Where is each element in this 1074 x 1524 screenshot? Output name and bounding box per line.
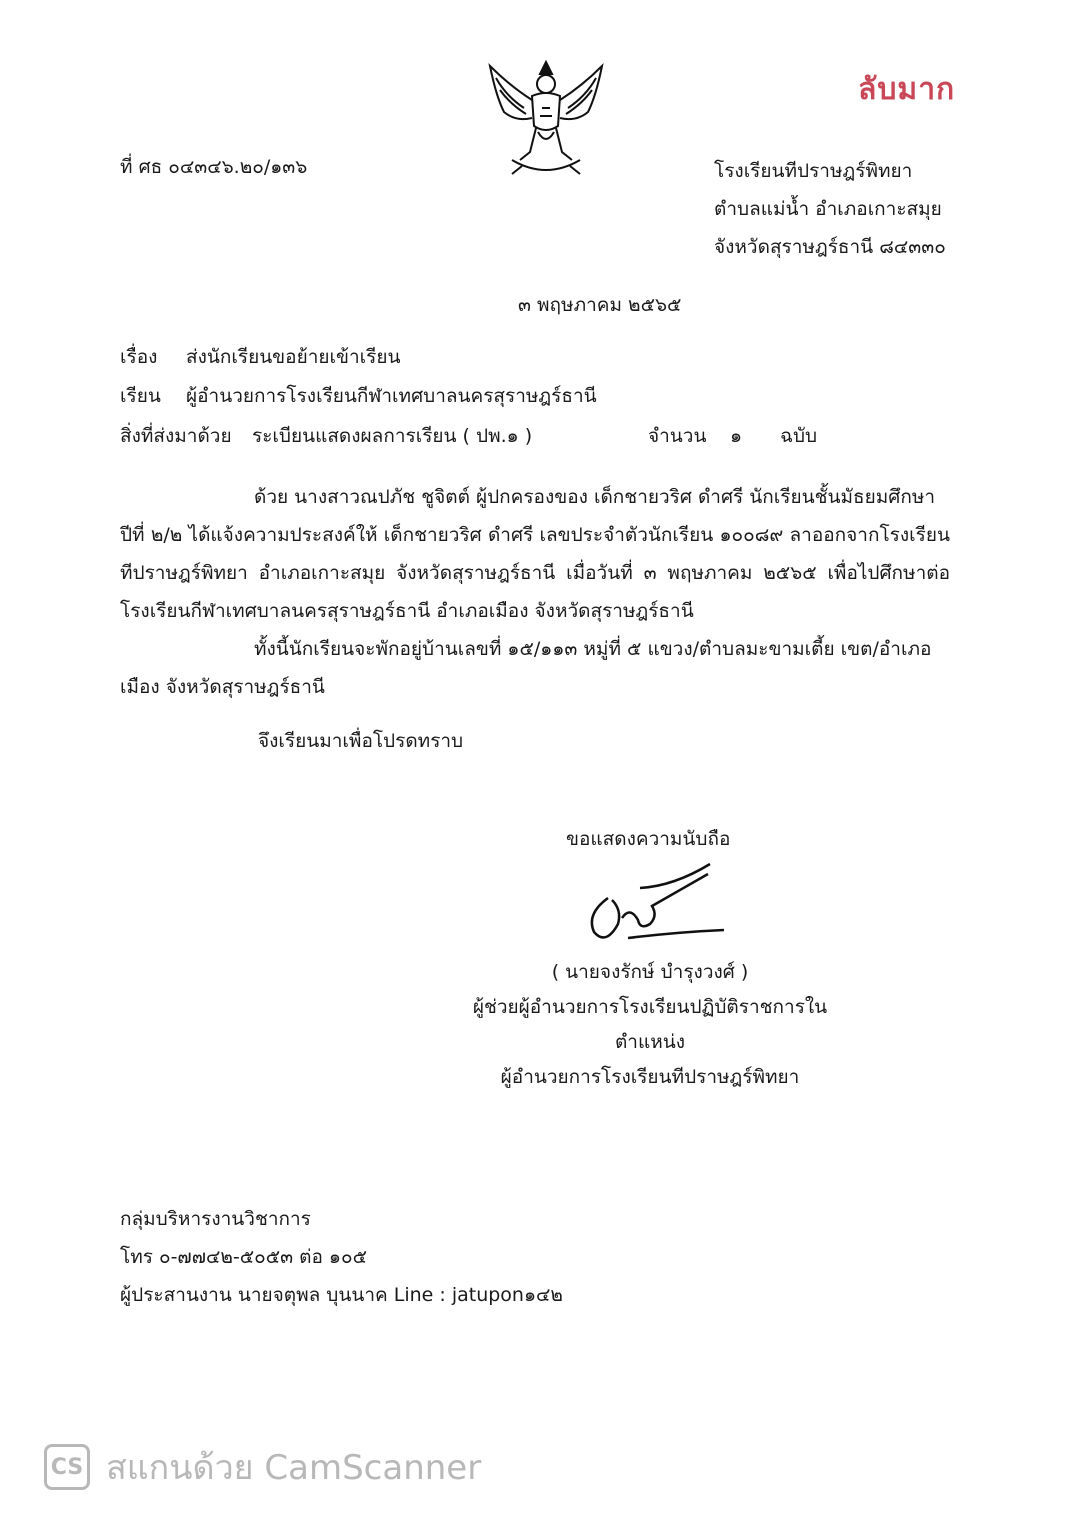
body-paragraph-2 [120,630,950,706]
subject-value: ส่งนักเรียนขอย้ายเข้าเรียน [186,346,401,368]
closing-line: จึงเรียนมาเพื่อโปรดทราบ [258,730,464,752]
sender-province: จังหวัดสุราษฎร์ธานี ๘๔๓๓๐ [714,236,946,258]
footer-coordinator: ผู้ประสานงาน นายจตุพล บุนนาค Line : jatupon๑๔๒ [120,1284,563,1306]
body-paragraph-1-first-line: ด้วย นางสาวณปภัช ชูจิตต์ ผู้ปกครองของ เด็กชายวริศ ดำศรี นักเรียนชั้นมัธยมศึกษา [254,486,936,508]
signer-position-2: ผู้อำนวยการโรงเรียนทีปราษฎร์พิทยา [500,1066,800,1088]
camscanner-watermark [44,1440,481,1494]
body-paragraph-1-rest: ปีที่ ๒/๒ ได้แจ้งความประสงค์ให้ เด็กชายวริศ ดำศรี เลขประจำตัวนักเรียน ๑๐๐๘๙ ลาออกจากโรงเรียนทีปราษฎร์พิทยา อำเภอเกาะสมุย จังหวัดสุราษฎร์ธานี เมื่อวันที่ ๓ พฤษภาคม ๒๕๖๕ เพื่อไปศึกษาต่อโรงเรียนกีฬาเทศบาลนครสุราษฎร์ธานี อำเภอเมือง จังหวัดสุราษฎร์ธานี [120,524,950,622]
enclosure-line [120,421,880,451]
signature-block [440,955,860,1095]
signer-name: ( นายจงรักษ์ บำรุงวงศ์ ) [551,961,749,983]
letter-date: ๓ พฤษภาคม ๒๕๖๕ [518,294,682,316]
signer-position-1: ผู้ช่วยผู้อำนวยการโรงเรียนปฏิบัติราชการในตำแหน่ง [472,996,828,1053]
recipient-label: เรียน [120,385,161,407]
enclosure-unit: ฉบับ [780,425,818,447]
salutation: ขอแสดงความนับถือ [566,828,731,850]
recipient-line [120,381,597,411]
enclosure-qty: ๑ [730,425,743,447]
footer-phone: โทร ๐-๗๗๔๒-๕๐๕๓ ต่อ ๑๐๕ [120,1246,367,1268]
enclosure-qty-label: จำนวน [648,425,707,447]
recipient-value: ผู้อำนวยการโรงเรียนกีฬาเทศบาลนครสุราษฎร์ธานี [186,385,597,407]
enclosure-label: สิ่งที่ส่งมาด้วย [120,425,232,447]
body-paragraph-1 [120,478,950,630]
enclosure-value: ระเบียนแสดงผลการเรียน ( ปพ.๑ ) [252,425,533,447]
sender-district: ตำบลแม่น้ำ อำเภอเกาะสมุย [714,198,942,220]
handwritten-signature [578,858,728,948]
garuda-emblem [482,56,610,182]
camscanner-text: สแกนด้วย CamScanner [106,1448,482,1488]
camscanner-logo-icon: CS [44,1444,90,1490]
contact-footer [120,1200,563,1314]
subject-label: เรื่อง [120,346,158,368]
subject-line [120,342,401,372]
confidential-stamp: ลับมาก [858,72,956,107]
sender-address [714,152,946,266]
body-paragraph-2-first-line: ทั้งนี้นักเรียนจะพักอยู่บ้านเลขที่ ๑๕/๑๑๓ หมู่ที่ ๕ แขวง/ตำบลมะขามเตี้ย เขต/อำเภอ [254,638,932,660]
reference-number: ที่ ศธ ๐๔๓๔๖.๒๐/๑๓๖ [120,156,308,178]
sender-school: โรงเรียนทีปราษฎร์พิทยา [714,160,913,182]
body-paragraph-2-rest: เมือง จังหวัดสุราษฎร์ธานี [120,676,325,698]
footer-department: กลุ่มบริหารงานวิชาการ [120,1208,311,1230]
